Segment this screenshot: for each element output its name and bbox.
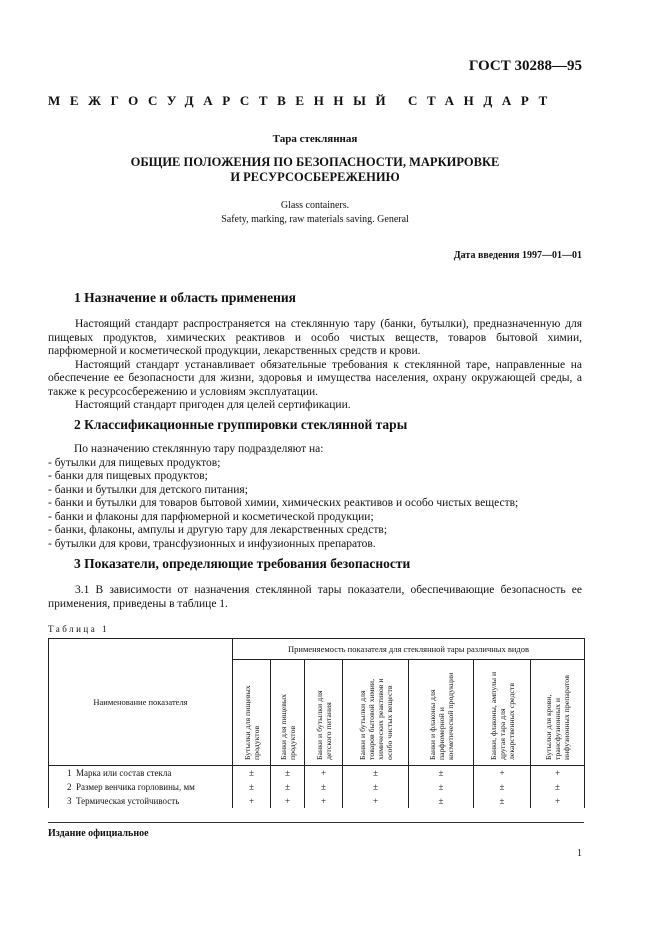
list-intro: По назначению стеклянную тару подразделяют на:: [74, 443, 324, 455]
table-row: 2 Размер венчика горловины, мм ± ± ± ± ± ± ±: [49, 780, 585, 794]
column-header: Банки и бутылки для товаров бытовой химии, химических реактивов и особо чистых веществ: [343, 660, 409, 766]
section-3-heading: 3 Показатели, определяющие требования безопасности: [74, 556, 411, 571]
section-1-body: [48, 318, 582, 413]
table-label: Таблица 1: [48, 624, 109, 634]
paragraph: 3.1 В зависимости от назначения стеклянной тары показатели, обеспечивающие безопасность ее применения, приведены в таблице 1.: [48, 584, 582, 610]
list-item: - банки и бутылки для товаров бытовой химии, химических реактивов и особо чистых веществ;: [48, 497, 519, 509]
interstate-standard-banner: МЕЖГОСУДАРСТВЕННЫЙ СТАНДАРТ: [48, 93, 557, 108]
section-2-list: [48, 443, 519, 551]
section-2-heading: 2 Классификационные группировки стеклянной тары: [74, 417, 408, 432]
list-item: - банки и флаконы для парфюмерной и косметической продукции;: [48, 510, 374, 523]
english-title: [48, 199, 582, 227]
list-item: - банки, флаконы, ампулы и другую тару для лекарственных средств;: [48, 524, 388, 536]
footer-divider: [48, 822, 584, 823]
column-header: Бутылки для крови, трансфузионных и инфузионных препаратов: [531, 660, 585, 766]
column-header: Банки, флаконы, ампулы и другая тара для лекарственных средств: [474, 660, 531, 766]
table-row: 3 Термическая устойчивость + + + + ± ± +: [49, 794, 585, 808]
list-item: - банки для пищевых продуктов;: [48, 470, 208, 482]
column-header: Банки для пищевых продуктов: [271, 660, 305, 766]
product-name: Тара стеклянная: [272, 133, 358, 145]
list-item: - банки и бутылки для детского питания;: [48, 483, 248, 496]
list-item: - бутылки для крови, трансфузионных и инфузионных препаратов.: [48, 537, 376, 550]
table-row: 1 Марка или состав стекла ± ± + ± ± + +: [49, 766, 585, 781]
page-number: 1: [577, 848, 582, 859]
column-header: Банки и бутылки для детского питания: [305, 660, 343, 766]
section-1-heading: 1 Назначение и область применения: [74, 290, 296, 305]
list-item: - бутылки для пищевых продуктов;: [48, 456, 221, 469]
paragraph: Настоящий стандарт пригоден для целей сертификации.: [75, 399, 351, 411]
table-1: [48, 638, 585, 808]
group-header: Применяемость показателя для стеклянной тары различных видов: [233, 639, 585, 660]
standard-code: ГОСТ 30288—95: [468, 58, 582, 74]
section-3-body: [48, 584, 582, 611]
column-header-indicator: Наименование показателя: [49, 639, 233, 766]
paragraph: Настоящий стандарт распространяется на стеклянную тару (банки, бутылки), предназначенную для пищевых продуктов, химических реактивов и особо чистых веществ, товаров бытовой химии, парфюмерной и косметической продукции, лекарственных средств и крови.: [48, 318, 582, 357]
column-header: Банки и флаконы для парфюмерной и косметической продукции: [409, 660, 474, 766]
document-title: [48, 155, 582, 185]
paragraph: Настоящий стандарт устанавливает обязательные требования к стеклянной таре, направленные на обеспечение ее безопасности для жизни, здоровья и имущества населения, охрану окружающей среды, а также к ресурсосбережению и условиям эксплуатации.: [48, 358, 582, 398]
introduction-date: Дата введения 1997—01—01: [453, 250, 582, 261]
english-title-line-1: Glass containers.: [280, 200, 350, 211]
official-edition: Издание официальное: [48, 828, 149, 839]
title-line-2: И РЕСУРСОСБЕРЕЖЕНИЮ: [230, 170, 400, 184]
column-header: Бутылки для пищевых продуктов: [233, 660, 271, 766]
title-line-1: ОБЩИЕ ПОЛОЖЕНИЯ ПО БЕЗОПАСНОСТИ, МАРКИРОВКЕ: [130, 155, 500, 169]
english-title-line-2: Safety, marking, raw materials saving. General: [221, 214, 409, 225]
